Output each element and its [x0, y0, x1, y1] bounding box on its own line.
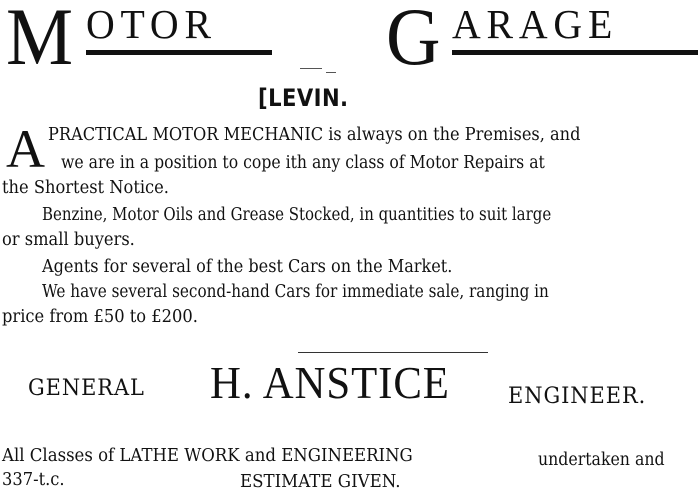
section-divider [298, 352, 488, 353]
general-label: GENERAL [28, 376, 145, 401]
masthead-initial-g: G [386, 0, 440, 82]
location-heading: [LEVIN. [258, 84, 349, 112]
footer-line-1-right: undertaken and [538, 450, 665, 470]
engineer-label: ENGINEER. [508, 384, 647, 409]
second-hand-line-1: We have several second-hand Cars for immediate sale, ranging in [42, 282, 549, 302]
masthead-rule-garage [452, 50, 698, 55]
intro-line-3: the Shortest Notice. [2, 178, 169, 198]
masthead-word-motor: OTOR [86, 1, 217, 47]
agents-line: Agents for several of the best Cars on the Market. [42, 257, 453, 277]
intro-line-2: we are in a position to cope ith any class of Motor Repairs at [61, 153, 545, 173]
second-hand-line-2: price from £50 to £200. [2, 307, 198, 327]
classified-code: 337-t.c. [2, 470, 65, 490]
masthead-word-garage: ARAGE [452, 1, 619, 47]
masthead-rule-motor [86, 50, 272, 55]
estimate-given: ESTIMATE GIVEN. [240, 472, 401, 492]
proprietor-name: H. ANSTICE [210, 357, 450, 408]
masthead [0, 0, 700, 80]
benzine-line-2: or small buyers. [2, 230, 135, 250]
print-speck [326, 72, 336, 73]
benzine-line-1: Benzine, Motor Oils and Grease Stocked, in quantities to suit large [42, 205, 552, 225]
masthead-initial-m: M [6, 0, 73, 82]
print-speck [300, 68, 322, 69]
footer-line-1: All Classes of LATHE WORK and ENGINEERING [2, 446, 413, 466]
drop-cap: A [6, 119, 45, 179]
intro-line-1: PRACTICAL MOTOR MECHANIC is always on the Premises, and [48, 125, 581, 145]
